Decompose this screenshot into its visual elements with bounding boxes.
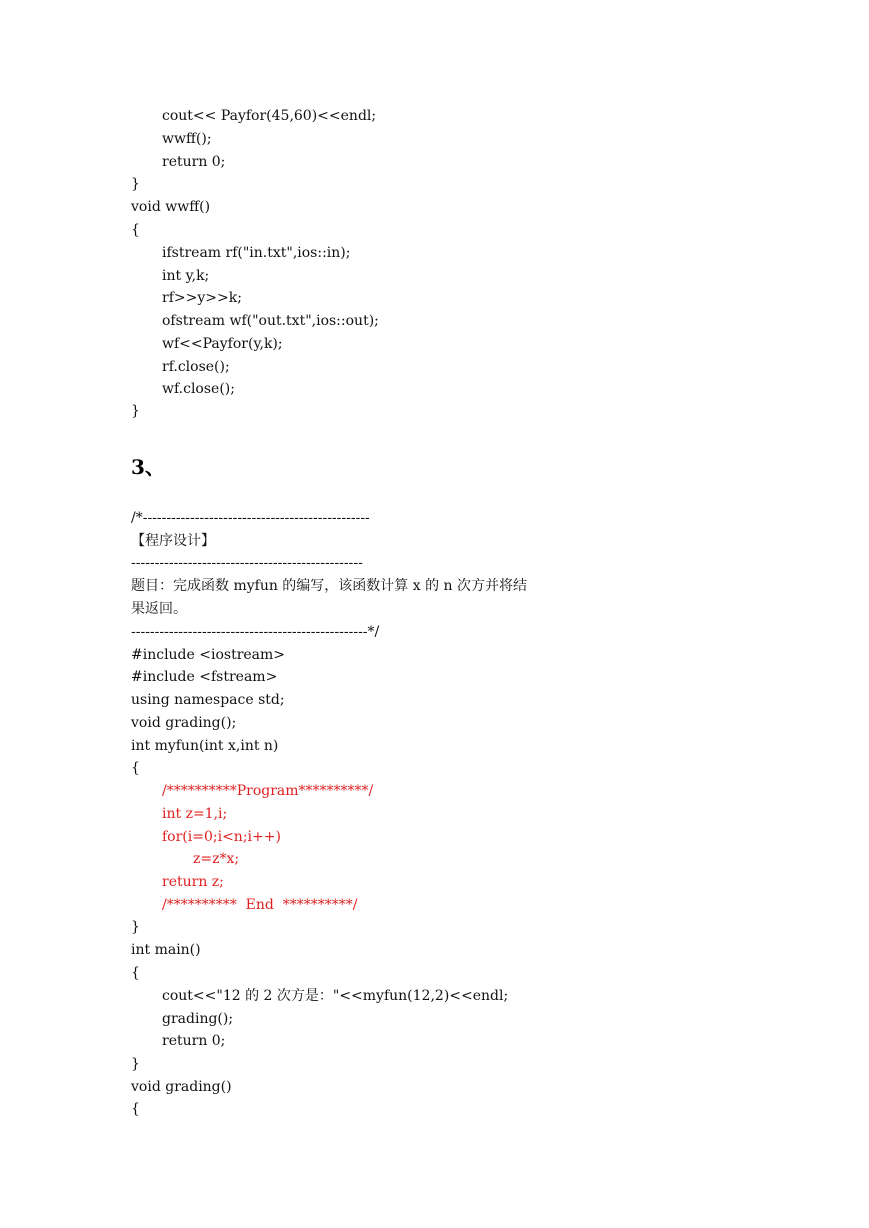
code-line: void wwff()	[131, 199, 211, 215]
comment-line: 【程序设计】	[131, 533, 215, 549]
code-line: }	[131, 919, 140, 935]
code-line: int myfun(int x,int n)	[131, 738, 279, 754]
code-line: rf.close();	[162, 359, 230, 375]
code-line: cout<< Payfor(45,60)<<endl;	[162, 108, 377, 124]
comment-line: 果返回。	[131, 601, 187, 617]
code-line: wwff();	[162, 131, 212, 147]
code-line: wf<<Payfor(y,k);	[162, 336, 283, 352]
code-line: return 0;	[162, 154, 226, 170]
code-line: cout<<"12 的 2 次方是："<<myfun(12,2)<<endl;	[162, 988, 509, 1004]
code-line: }	[131, 403, 140, 419]
code-line: #include <fstream>	[131, 669, 278, 685]
code-line: int y,k;	[162, 268, 210, 284]
code-line: return 0;	[162, 1033, 226, 1049]
code-line: {	[131, 222, 140, 238]
program-code-line: int z=1,i;	[162, 806, 228, 822]
code-line: void grading();	[131, 715, 237, 731]
program-code-line: return z;	[162, 874, 224, 890]
program-code-line: z=z*x;	[193, 851, 240, 867]
comment-line: 题目：完成函数 myfun 的编写，该函数计算 x 的 n 次方并将结	[131, 578, 528, 594]
code-line: {	[131, 760, 140, 776]
code-line: wf.close();	[162, 381, 235, 397]
code-line: {	[131, 965, 140, 981]
section-heading: 3、	[131, 455, 165, 479]
code-line: }	[131, 1056, 140, 1072]
code-line: grading();	[162, 1011, 234, 1027]
comment-line: -------------------------------------------------	[131, 555, 363, 571]
code-line: ifstream rf("in.txt",ios::in);	[162, 245, 351, 261]
code-line: void grading()	[131, 1079, 232, 1095]
comment-line: --------------------------------------------------*/	[131, 624, 380, 640]
program-code-line: /********** End **********/	[162, 897, 358, 913]
code-line: {	[131, 1101, 140, 1117]
code-line: #include <iostream>	[131, 647, 286, 663]
code-line: ofstream wf("out.txt",ios::out);	[162, 313, 379, 329]
code-line: }	[131, 176, 140, 192]
code-line: using namespace std;	[131, 692, 285, 708]
code-line: rf>>y>>k;	[162, 290, 242, 306]
program-code-line: /**********Program**********/	[162, 783, 374, 799]
code-line: int main()	[131, 942, 201, 958]
comment-line: /*------------------------------------------------	[131, 510, 370, 526]
program-code-line: for(i=0;i<n;i++)	[162, 829, 281, 845]
